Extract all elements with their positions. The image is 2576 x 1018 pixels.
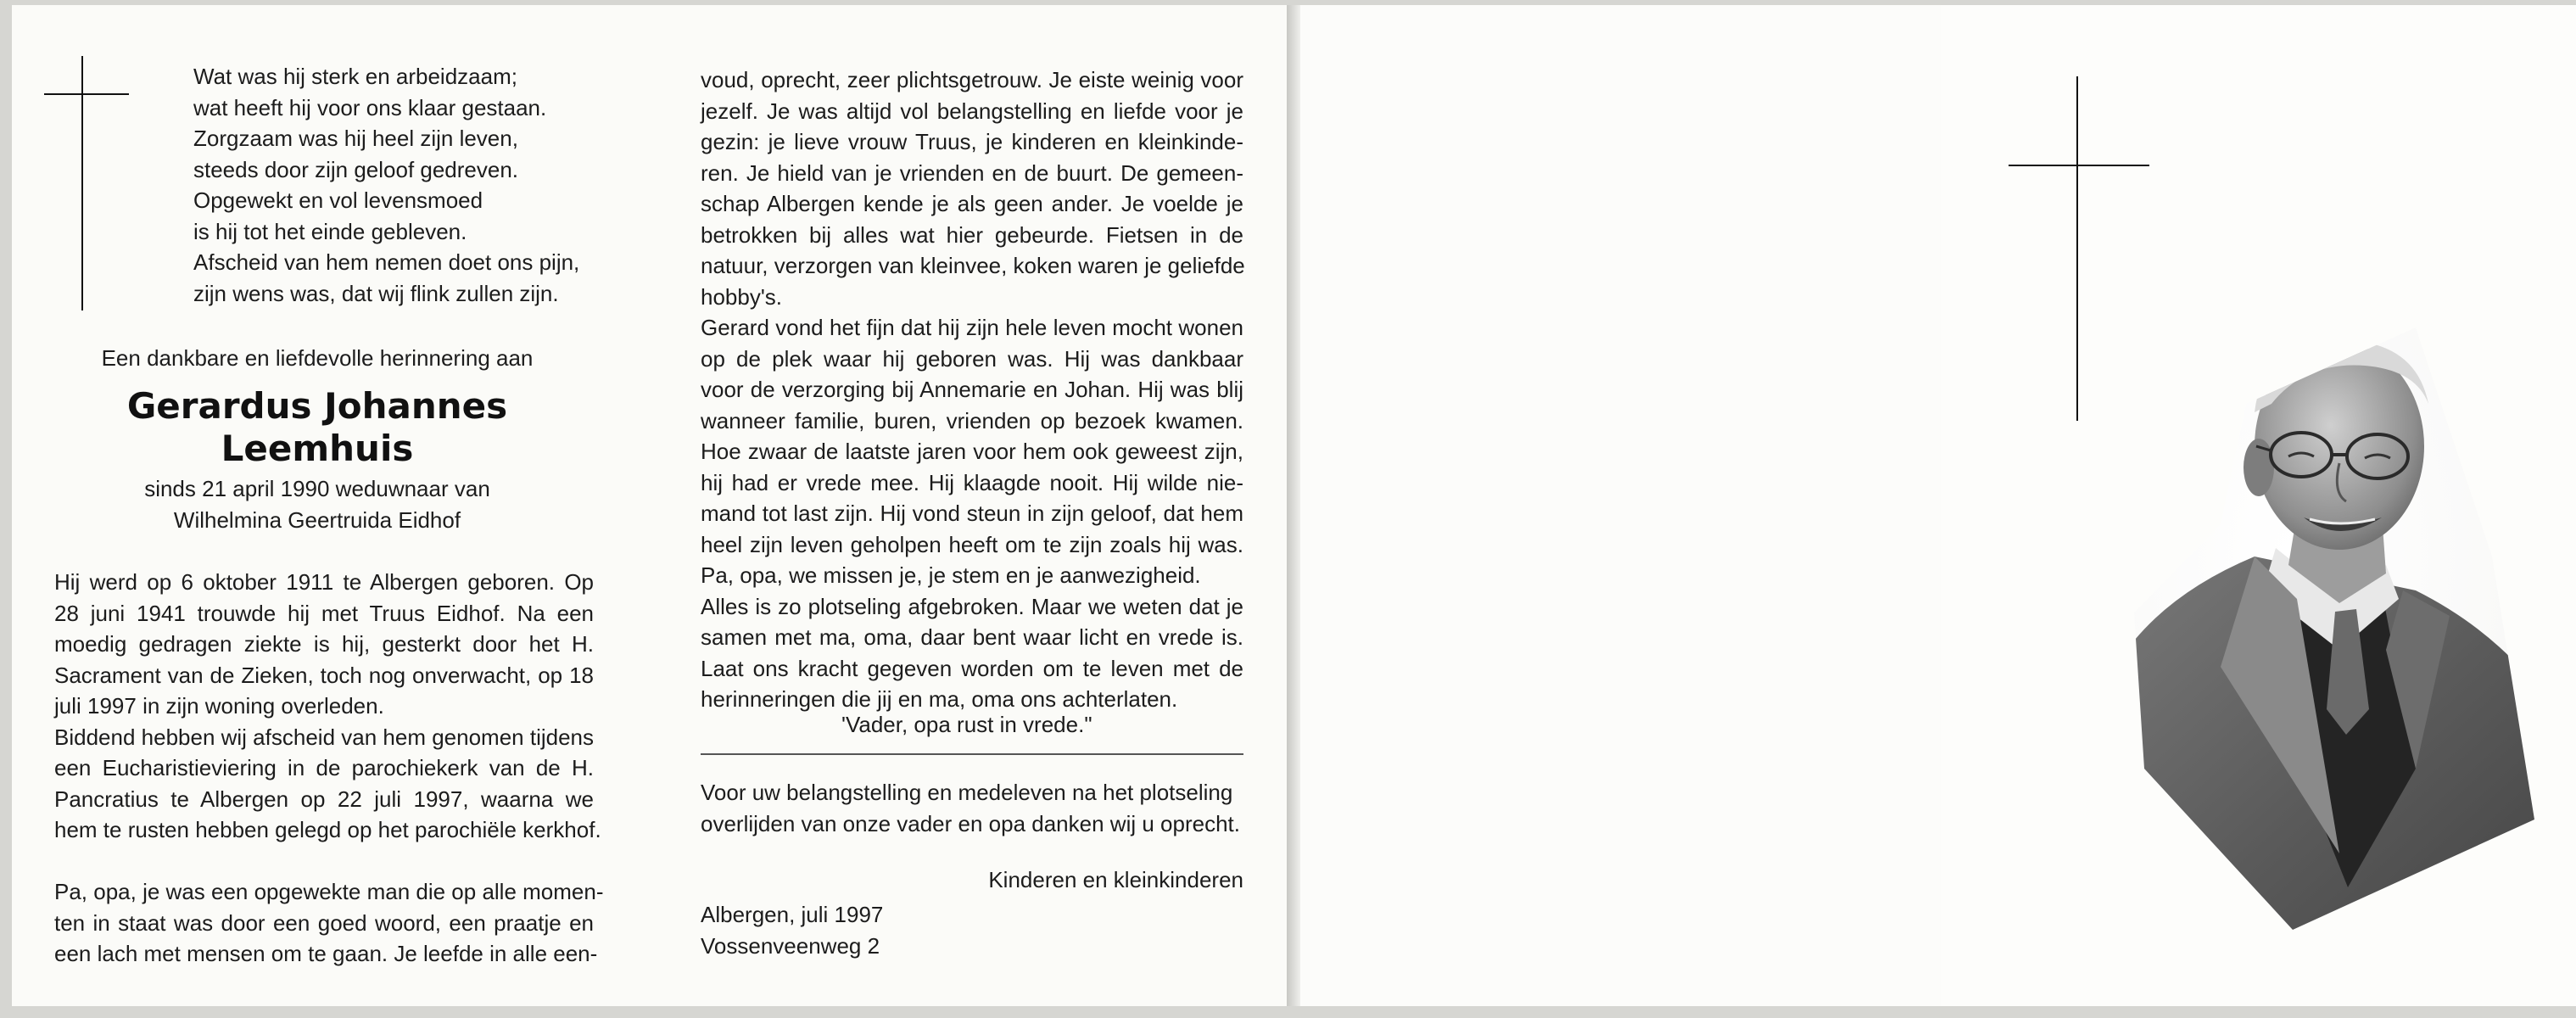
tribute-line: Hoe zwaar de laatste jaren voor hem ook geweest zijn, — [701, 439, 1243, 464]
tribute-line: voud, oprecht, zeer plichtsgetrouw. Je eiste weinig voor — [701, 67, 1243, 92]
poem-line: Wat was hij sterk en arbeidzaam; — [193, 64, 517, 89]
closing-quote: 'Vader, opa rust in vrede." — [841, 712, 1092, 737]
card-fold — [1287, 5, 1300, 1006]
card-panel-photo — [1941, 5, 2576, 1006]
tribute-line: herinneringen die jij en ma, oma ons achterlaten. — [701, 686, 1178, 712]
bio-line: hem te rusten hebben gelegd op het parochiële kerkhof. — [54, 817, 601, 842]
tribute-line: hij had er vrede mee. Hij klaagde nooit. Hij wilde nie- — [701, 469, 1243, 495]
signature: Kinderen en kleinkinderen — [988, 867, 1243, 892]
card-panel-blank — [1300, 5, 1941, 1006]
tribute-line: op de plek waar hij geboren was. Hij was dankbaar — [701, 345, 1243, 372]
portrait-photo-icon — [1941, 5, 2576, 1006]
place-date: Albergen, juli 1997 — [701, 902, 884, 927]
tribute-line: ten in staat was door een goed woord, een praatje en — [54, 909, 594, 936]
tribute-line: Pa, opa, we missen je, je stem en je aanwezigheid. — [701, 562, 1201, 588]
street-address: Vossenveenweg 2 — [701, 932, 880, 959]
tribute-line: heel zijn leven geholpen heeft om te zijn zoals hij was. — [701, 531, 1243, 557]
tribute-line: Pa, opa, je was een opgewekte man die op alle momen- — [54, 879, 604, 904]
tribute-line: natuur, verzorgen van kleinvee, koken waren je geliefde — [701, 253, 1245, 278]
thanks-line: overlijden van onze vader en opa danken wij u oprecht. — [701, 810, 1240, 836]
widower-text — [12, 473, 623, 535]
thanks-text — [701, 777, 1243, 839]
tribute-line: betrokken bij alles wat hier gebeurde. Fietsen in de — [701, 221, 1243, 248]
card-panel-middle — [623, 5, 1287, 1006]
bio-line: moedig gedragen ziekte is hij, gesterkt door het H. — [54, 631, 594, 657]
name-first: Gerardus Johannes — [126, 385, 508, 427]
tribute-line: Gerard vond het fijn dat hij zijn hele leven mocht wonen — [701, 315, 1243, 340]
bio-line: Sacrament van de Zieken, toch nog onverwacht, op 18 — [54, 662, 594, 688]
name-last: Leemhuis — [221, 428, 414, 469]
bio-line: Pancratius te Albergen op 22 juli 1997, waarna we — [54, 786, 594, 812]
bio-line: Biddend hebben wij afscheid van hem genomen tijdens — [54, 724, 594, 750]
tribute-line: schap Albergen kende je als geen ander. Je voelde je — [701, 191, 1243, 216]
tribute-line: gezin: je lieve vrouw Truus, je kinderen en kleinkinde- — [701, 129, 1243, 154]
card-panel-left — [12, 5, 623, 1006]
address-block — [701, 899, 883, 961]
bio-line: 28 juni 1941 trouwde hij met Truus Eidhof. Na een — [54, 600, 594, 626]
poem-line: is hij tot het einde gebleven. — [193, 218, 467, 244]
poem-line: Opgewekt en vol levensmoed — [193, 187, 483, 213]
deceased-name — [12, 385, 623, 470]
bio-line: Hij werd op 6 oktober 1911 te Albergen geboren. Op — [54, 569, 594, 595]
poem-line: zijn wens was, dat wij flink zullen zijn. — [193, 280, 559, 306]
intro-text: Een dankbare en liefdevolle herinnering aan — [101, 345, 534, 371]
tribute-line: voor de verzorging bij Annemarie en Johan. Hij was blij — [701, 377, 1243, 402]
tribute-line: Alles is zo plotseling afgebroken. Maar we weten dat je — [701, 593, 1243, 619]
poem-line: wat heeft hij voor ons klaar gestaan. — [193, 94, 547, 120]
poem-line: Zorgzaam was hij heel zijn leven, — [193, 126, 518, 151]
tribute-line: een lach met mensen om te gaan. Je leefde in alle een- — [54, 941, 598, 966]
poem-line: Afscheid van hem nemen doet ons pijn, — [193, 249, 580, 275]
bio-line: een Eucharistieviering in de parochiekerk van de H. — [54, 755, 594, 780]
tribute-line: jezelf. Je was altijd vol belangstelling en liefde voor je — [701, 98, 1243, 124]
widower-line: sinds 21 april 1990 weduwnaar van — [144, 476, 490, 501]
cross-icon-bar — [44, 93, 129, 95]
divider — [701, 753, 1243, 755]
tribute-line: hobby's. — [701, 283, 783, 310]
widower-line: Wilhelmina Geertruida Eidhof — [173, 506, 461, 533]
tribute-line: mand tot last zijn. Hij vond steun in zijn geloof, dat hem — [701, 501, 1243, 526]
thanks-line: Voor uw belangstelling en medeleven na het plotseling — [701, 780, 1233, 805]
bio-line: juli 1997 in zijn woning overleden. — [54, 693, 384, 719]
tribute-line: ren. Je hield van je vrienden en de buurt. De gemeen- — [701, 159, 1243, 186]
tribute-line: Laat ons kracht gegeven worden om te leven met de — [701, 655, 1243, 681]
tribute-line: samen met ma, oma, daar bent waar licht en vrede is. — [701, 624, 1243, 650]
poem-line: steeds door zijn geloof gedreven. — [193, 156, 519, 182]
biography — [54, 567, 604, 970]
tribute-continued — [701, 64, 1243, 715]
poem — [193, 61, 579, 309]
tribute-line: wanneer familie, buren, vrienden op bezoek kwamen. — [701, 407, 1243, 433]
